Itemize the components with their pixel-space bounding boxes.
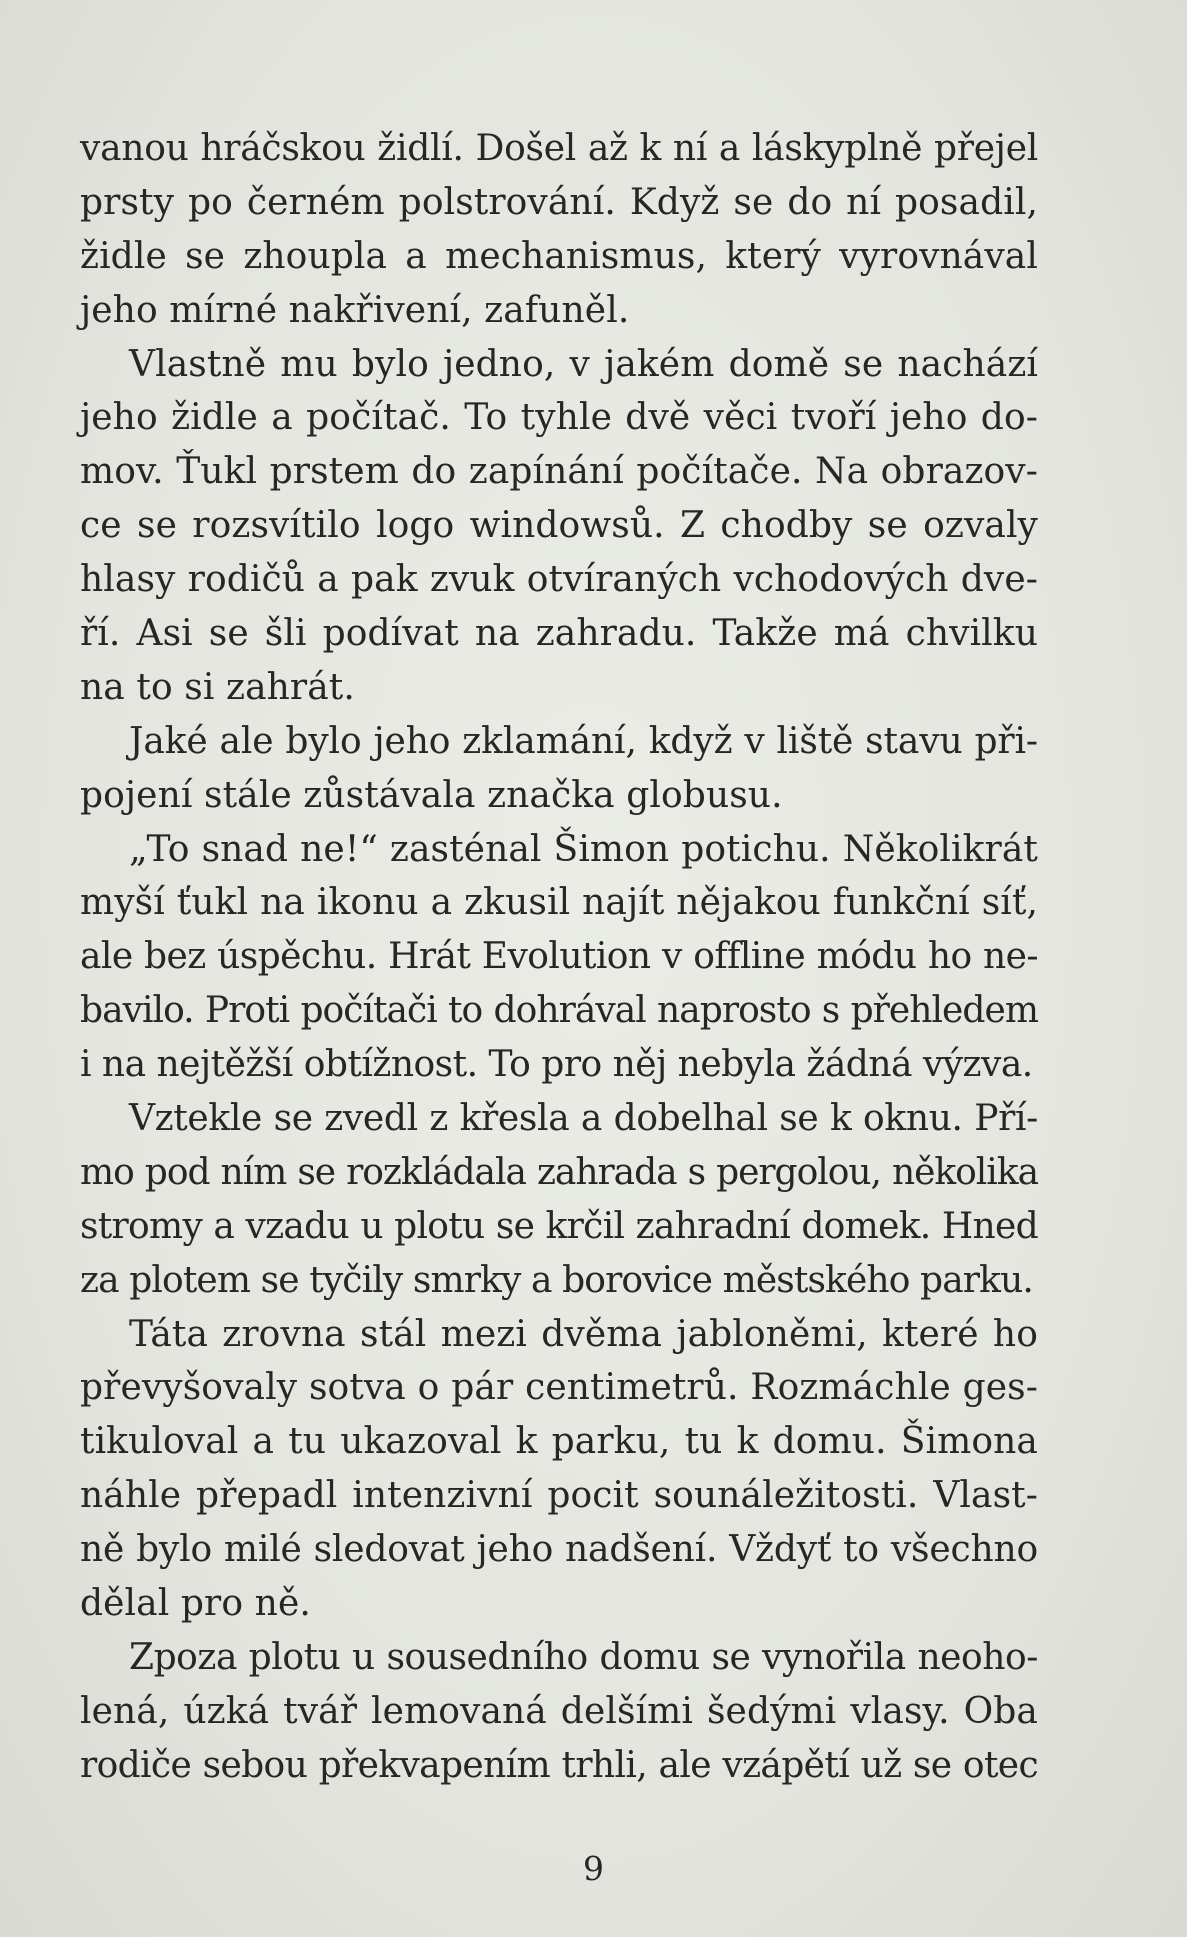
text-line: jeho židle a počítač. To tyhle dvě věci tvoří jeho do- [80, 397, 1038, 439]
text-line: stromy a vzadu u plotu se krčil zahradní domek. Hned [80, 1205, 1038, 1247]
text-line: pojení stále zůstávala značka globusu. [80, 774, 783, 816]
text-line: židle se zhoupla a mechanismus, který vyrovnával [80, 235, 1038, 277]
text-line: převyšovaly sotva o pár centimetrů. Rozmáchle ges- [80, 1367, 1038, 1409]
text-line: bavilo. Proti počítači to dohrával naprosto s přehledem [80, 990, 1038, 1032]
text-line: „To snad ne!“ zasténal Šimon potichu. Několikrát [129, 828, 1038, 870]
page-number: 9 [583, 1849, 604, 1888]
text-line: prsty po černém polstrování. Když se do ní posadil, [80, 181, 1038, 223]
text-line: Vztekle se zvedl z křesla a dobelhal se k oknu. Pří- [129, 1098, 1038, 1140]
text-line: ce se rozsvítilo logo windowsů. Z chodby se ozvaly [80, 505, 1038, 547]
text-line: mov. Ťukl prstem do zapínání počítače. Na obrazov- [80, 451, 1038, 493]
text-line: na to si zahrát. [80, 666, 355, 708]
text-line: vanou hráčskou židlí. Došel až k ní a láskyplně přejel [80, 128, 1038, 169]
text-line: mo pod ním se rozkládala zahrada s pergolou, několika [80, 1151, 1038, 1193]
text-line: i na nejtěžší obtížnost. To pro něj nebyla žádná výzva. [80, 1044, 1033, 1086]
text-line: ně bylo milé sledovat jeho nadšení. Vždyť to všechno [80, 1529, 1038, 1571]
text-line: rodiče sebou překvapením trhli, ale vzápětí už se otec [80, 1744, 1038, 1786]
text-line: dělal pro ně. [80, 1583, 311, 1625]
text-line: Táta zrovna stál mezi dvěma jabloněmi, které ho [129, 1313, 1038, 1355]
text-line: ale bez úspěchu. Hrát Evolution v offline módu ho ne- [80, 936, 1038, 978]
text-line: Zpoza plotu u sousedního domu se vynořila neoho- [129, 1636, 1038, 1678]
text-line: lená, úzká tvář lemovaná delšími šedými vlasy. Oba [80, 1690, 1038, 1732]
text-line: Jaké ale bylo jeho zklamání, když v liště stavu při- [129, 720, 1038, 762]
body-text [80, 122, 1038, 1793]
text-line: náhle přepadl intenzivní pocit sounáležitosti. Vlast- [80, 1475, 1038, 1517]
text-line: jeho mírné nakřivení, zafuněl. [80, 289, 630, 331]
text-line: myší ťukl na ikonu a zkusil najít nějakou funkční síť, [80, 882, 1038, 924]
text-line: za plotem se tyčily smrky a borovice městského parku. [80, 1259, 1033, 1301]
text-line: Vlastně mu bylo jedno, v jakém domě se nachází [129, 343, 1038, 385]
text-line: ří. Asi se šli podívat na zahradu. Takže má chvilku [80, 613, 1038, 655]
text-line: tikuloval a tu ukazoval k parku, tu k domu. Šimona [80, 1421, 1038, 1463]
text-line: hlasy rodičů a pak zvuk otvíraných vchodových dve- [80, 559, 1038, 601]
